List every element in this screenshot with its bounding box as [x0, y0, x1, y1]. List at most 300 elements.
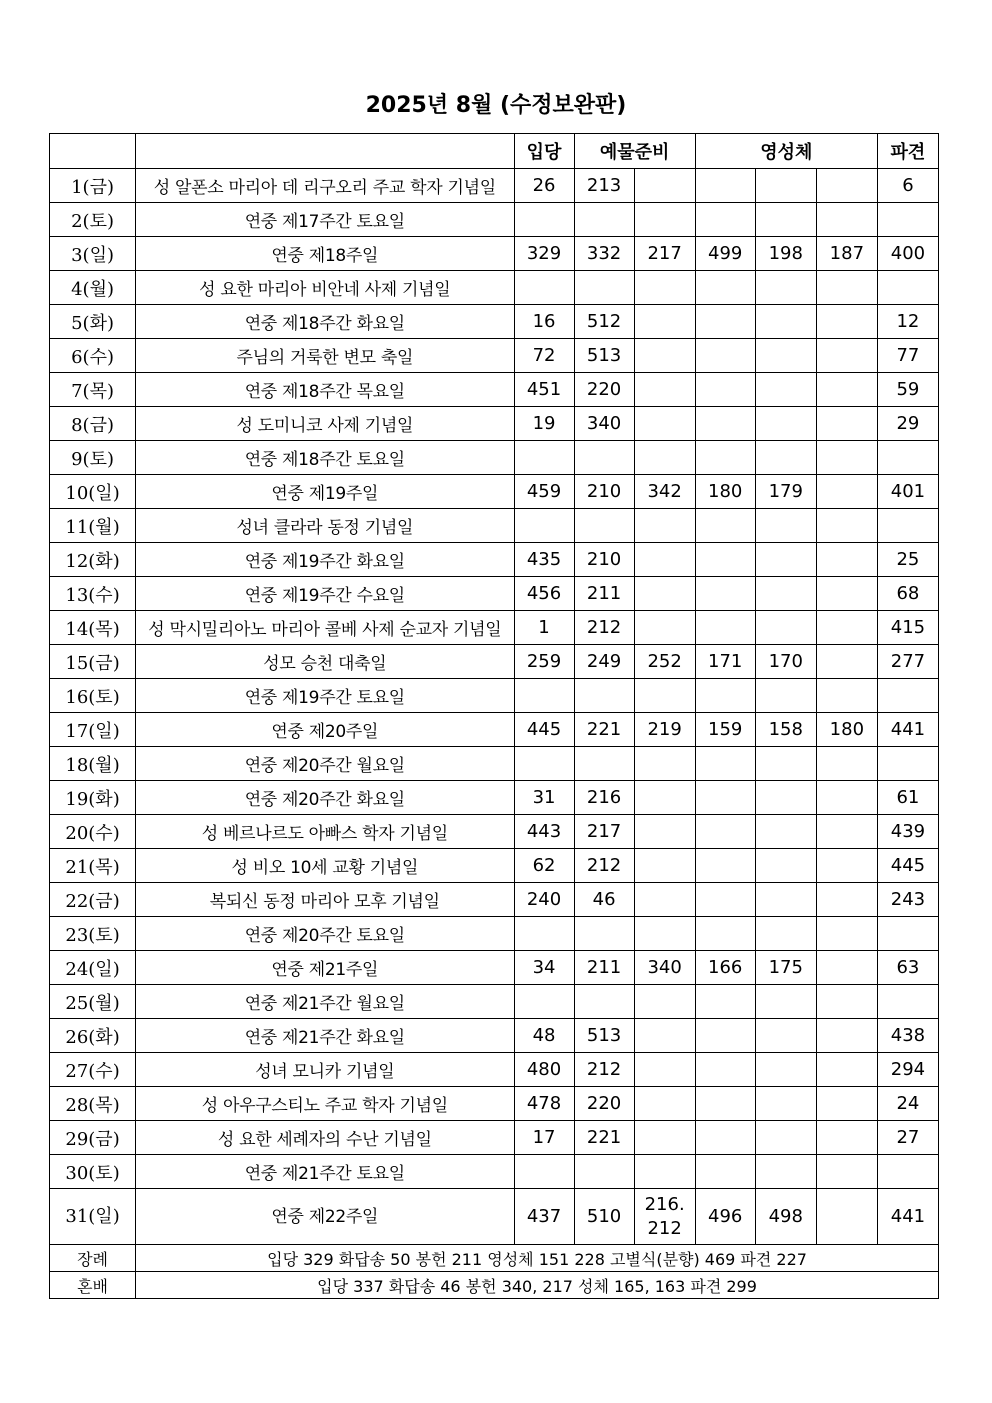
- dismissal-cell: 77: [877, 339, 938, 373]
- communion-cell-2: [755, 373, 816, 407]
- event-cell: 연중 제20주간 화요일: [136, 781, 514, 815]
- day-cell: 20(수): [50, 815, 136, 849]
- day-cell: 25(월): [50, 985, 136, 1019]
- entrance-cell: 62: [514, 849, 574, 883]
- offertory-cell-2: [634, 679, 695, 713]
- communion-cell-1: [695, 577, 755, 611]
- schedule-row: [50, 407, 939, 441]
- day-cell: 22(금): [50, 883, 136, 917]
- communion-cell-2: [755, 1019, 816, 1053]
- offertory-cell-2: [634, 1019, 695, 1053]
- communion-cell-1: 496: [695, 1189, 755, 1245]
- communion-cell-2: [755, 611, 816, 645]
- dismissal-cell: [877, 271, 938, 305]
- schedule-row: [50, 237, 939, 271]
- communion-cell-3: [816, 883, 877, 917]
- schedule-row: [50, 203, 939, 237]
- page-title: 2025년 8월 (수정보완판): [365, 93, 627, 118]
- dismissal-cell: [877, 509, 938, 543]
- header-row: [50, 134, 939, 169]
- communion-cell-1: [695, 781, 755, 815]
- day-cell: 26(화): [50, 1019, 136, 1053]
- communion-cell-3: [816, 271, 877, 305]
- dismissal-cell: 63: [877, 951, 938, 985]
- event-cell: 연중 제21주간 토요일: [136, 1155, 514, 1189]
- communion-cell-3: [816, 645, 877, 679]
- offertory-cell-2: [634, 781, 695, 815]
- header-dismissal: 파견: [877, 134, 938, 169]
- offertory-cell-1: 46: [574, 883, 634, 917]
- event-cell: 성 베르나르도 아빠스 학자 기념일: [136, 815, 514, 849]
- day-cell: 18(월): [50, 747, 136, 781]
- dismissal-cell: [877, 203, 938, 237]
- offertory-cell-2: [634, 1053, 695, 1087]
- entrance-cell: 445: [514, 713, 574, 747]
- schedule-row: [50, 883, 939, 917]
- communion-cell-2: [755, 883, 816, 917]
- offertory-cell-2: [634, 543, 695, 577]
- offertory-cell-2: [634, 1087, 695, 1121]
- event-cell: 연중 제18주간 목요일: [136, 373, 514, 407]
- dismissal-cell: 61: [877, 781, 938, 815]
- entrance-cell: [514, 917, 574, 951]
- offertory-cell-1: 211: [574, 951, 634, 985]
- entrance-cell: 16: [514, 305, 574, 339]
- day-cell: 14(목): [50, 611, 136, 645]
- entrance-cell: 17: [514, 1121, 574, 1155]
- event-cell: 복되신 동정 마리아 모후 기념일: [136, 883, 514, 917]
- offertory-cell-2: 217: [634, 237, 695, 271]
- communion-cell-3: [816, 917, 877, 951]
- communion-cell-3: [816, 339, 877, 373]
- communion-cell-1: [695, 373, 755, 407]
- offertory-cell-2: [634, 577, 695, 611]
- communion-cell-3: [816, 815, 877, 849]
- communion-cell-1: 180: [695, 475, 755, 509]
- entrance-cell: 437: [514, 1189, 574, 1245]
- offertory-cell-2: [634, 373, 695, 407]
- communion-cell-2: 170: [755, 645, 816, 679]
- communion-cell-2: [755, 407, 816, 441]
- event-cell: 성 요한 마리아 비안네 사제 기념일: [136, 271, 514, 305]
- communion-cell-3: [816, 849, 877, 883]
- schedule-row: [50, 1155, 939, 1189]
- schedule-row: [50, 543, 939, 577]
- event-cell: 성녀 모니카 기념일: [136, 1053, 514, 1087]
- entrance-cell: 435: [514, 543, 574, 577]
- offertory-cell-1: 220: [574, 373, 634, 407]
- event-cell: 성 알폰소 마리아 데 리구오리 주교 학자 기념일: [136, 169, 514, 203]
- offertory-cell-2: [634, 815, 695, 849]
- offertory-cell-1: 212: [574, 611, 634, 645]
- day-cell: 31(일): [50, 1189, 136, 1245]
- communion-cell-3: 180: [816, 713, 877, 747]
- communion-cell-3: [816, 203, 877, 237]
- communion-cell-2: [755, 679, 816, 713]
- day-cell: 4(월): [50, 271, 136, 305]
- communion-cell-3: [816, 1121, 877, 1155]
- communion-cell-2: [755, 203, 816, 237]
- communion-cell-2: [755, 441, 816, 475]
- dismissal-cell: 439: [877, 815, 938, 849]
- communion-cell-3: [816, 543, 877, 577]
- dismissal-cell: [877, 441, 938, 475]
- dismissal-cell: 294: [877, 1053, 938, 1087]
- dismissal-cell: 6: [877, 169, 938, 203]
- dismissal-cell: 68: [877, 577, 938, 611]
- offertory-cell-2: [634, 169, 695, 203]
- schedule-row: [50, 169, 939, 203]
- dismissal-cell: [877, 985, 938, 1019]
- dismissal-cell: 24: [877, 1087, 938, 1121]
- communion-cell-1: [695, 1053, 755, 1087]
- event-cell: 주님의 거룩한 변모 축일: [136, 339, 514, 373]
- communion-cell-1: [695, 747, 755, 781]
- dismissal-cell: [877, 1155, 938, 1189]
- dismissal-cell: 401: [877, 475, 938, 509]
- header-event: [136, 134, 514, 169]
- offertory-cell-1: 217: [574, 815, 634, 849]
- offertory-cell-1: [574, 985, 634, 1019]
- day-cell: 10(일): [50, 475, 136, 509]
- entrance-cell: 34: [514, 951, 574, 985]
- communion-cell-3: [816, 305, 877, 339]
- offertory-cell-1: [574, 271, 634, 305]
- communion-cell-1: [695, 441, 755, 475]
- communion-cell-1: 166: [695, 951, 755, 985]
- communion-cell-3: [816, 1189, 877, 1245]
- day-cell: 12(화): [50, 543, 136, 577]
- entrance-cell: 459: [514, 475, 574, 509]
- event-cell: 연중 제18주간 토요일: [136, 441, 514, 475]
- schedule-row: [50, 849, 939, 883]
- event-cell: 연중 제22주일: [136, 1189, 514, 1245]
- entrance-cell: 443: [514, 815, 574, 849]
- schedule-row: [50, 1121, 939, 1155]
- communion-cell-3: [816, 781, 877, 815]
- day-cell: 24(일): [50, 951, 136, 985]
- communion-cell-3: [816, 1053, 877, 1087]
- communion-cell-3: [816, 407, 877, 441]
- event-cell: 연중 제20주간 토요일: [136, 917, 514, 951]
- communion-cell-1: [695, 271, 755, 305]
- communion-cell-3: [816, 1087, 877, 1121]
- schedule-row: [50, 509, 939, 543]
- entrance-cell: [514, 203, 574, 237]
- communion-cell-1: [695, 543, 755, 577]
- offertory-cell-1: [574, 509, 634, 543]
- schedule-row: [50, 781, 939, 815]
- communion-cell-3: [816, 747, 877, 781]
- entrance-cell: 259: [514, 645, 574, 679]
- offertory-cell-2: [634, 985, 695, 1019]
- communion-cell-1: [695, 1087, 755, 1121]
- communion-cell-3: [816, 1019, 877, 1053]
- communion-cell-1: [695, 1155, 755, 1189]
- offertory-cell-2: [634, 1121, 695, 1155]
- dismissal-cell: 29: [877, 407, 938, 441]
- communion-cell-1: [695, 169, 755, 203]
- entrance-cell: [514, 509, 574, 543]
- entrance-cell: [514, 747, 574, 781]
- offertory-cell-2: 252: [634, 645, 695, 679]
- day-cell: 23(토): [50, 917, 136, 951]
- communion-cell-3: [816, 679, 877, 713]
- offertory-cell-1: 510: [574, 1189, 634, 1245]
- communion-cell-2: 498: [755, 1189, 816, 1245]
- day-cell: 3(일): [50, 237, 136, 271]
- dismissal-cell: 59: [877, 373, 938, 407]
- event-cell: 연중 제19주간 토요일: [136, 679, 514, 713]
- entrance-cell: [514, 441, 574, 475]
- offertory-cell-1: [574, 679, 634, 713]
- entrance-cell: 240: [514, 883, 574, 917]
- communion-cell-2: [755, 339, 816, 373]
- wedding-row: [50, 1272, 939, 1299]
- schedule-row: [50, 611, 939, 645]
- dismissal-cell: [877, 747, 938, 781]
- schedule-row: [50, 1087, 939, 1121]
- event-cell: 연중 제20주일: [136, 713, 514, 747]
- day-cell: 19(화): [50, 781, 136, 815]
- communion-cell-3: [816, 509, 877, 543]
- entrance-cell: 456: [514, 577, 574, 611]
- entrance-cell: 1: [514, 611, 574, 645]
- offertory-cell-2: [634, 509, 695, 543]
- communion-cell-2: [755, 1121, 816, 1155]
- day-cell: 11(월): [50, 509, 136, 543]
- entrance-cell: [514, 271, 574, 305]
- offertory-cell-1: 212: [574, 849, 634, 883]
- day-cell: 5(화): [50, 305, 136, 339]
- schedule-row: [50, 475, 939, 509]
- funeral-label: 장례: [50, 1245, 136, 1272]
- event-cell: 성 요한 세례자의 수난 기념일: [136, 1121, 514, 1155]
- dismissal-cell: 12: [877, 305, 938, 339]
- communion-cell-1: 159: [695, 713, 755, 747]
- day-cell: 1(금): [50, 169, 136, 203]
- communion-cell-2: [755, 509, 816, 543]
- event-cell: 성 도미니코 사제 기념일: [136, 407, 514, 441]
- offertory-cell-1: 332: [574, 237, 634, 271]
- schedule-row: [50, 985, 939, 1019]
- day-cell: 8(금): [50, 407, 136, 441]
- communion-cell-2: 198: [755, 237, 816, 271]
- communion-cell-3: [816, 985, 877, 1019]
- header-offertory: 예물준비: [574, 134, 695, 169]
- schedule-row: [50, 713, 939, 747]
- offertory-cell-2: [634, 305, 695, 339]
- schedule-row: [50, 1189, 939, 1245]
- funeral-row: [50, 1245, 939, 1272]
- day-cell: 15(금): [50, 645, 136, 679]
- dismissal-cell: 277: [877, 645, 938, 679]
- offertory-cell-2: [634, 271, 695, 305]
- communion-cell-1: 171: [695, 645, 755, 679]
- communion-cell-2: [755, 985, 816, 1019]
- day-cell: 9(토): [50, 441, 136, 475]
- entrance-cell: 31: [514, 781, 574, 815]
- offertory-cell-1: 221: [574, 1121, 634, 1155]
- offertory-cell-2: [634, 1155, 695, 1189]
- schedule-row: [50, 577, 939, 611]
- offertory-cell-1: 340: [574, 407, 634, 441]
- day-cell: 30(토): [50, 1155, 136, 1189]
- wedding-text: 입당 337 화답송 46 봉헌 340, 217 성체 165, 163 파견 299: [136, 1272, 939, 1299]
- day-cell: 17(일): [50, 713, 136, 747]
- event-cell: 연중 제21주간 화요일: [136, 1019, 514, 1053]
- event-cell: 성녀 클라라 동정 기념일: [136, 509, 514, 543]
- communion-cell-3: [816, 951, 877, 985]
- event-cell: 연중 제19주간 화요일: [136, 543, 514, 577]
- entrance-cell: 478: [514, 1087, 574, 1121]
- offertory-cell-1: 513: [574, 339, 634, 373]
- communion-cell-1: [695, 883, 755, 917]
- communion-cell-3: [816, 475, 877, 509]
- offertory-cell-1: 249: [574, 645, 634, 679]
- offertory-cell-1: 221: [574, 713, 634, 747]
- offertory-cell-2: [634, 441, 695, 475]
- event-cell: 연중 제19주간 수요일: [136, 577, 514, 611]
- communion-cell-3: 187: [816, 237, 877, 271]
- event-cell: 연중 제19주일: [136, 475, 514, 509]
- dismissal-cell: 400: [877, 237, 938, 271]
- schedule-row: [50, 917, 939, 951]
- entrance-cell: [514, 679, 574, 713]
- offertory-cell-2: [634, 883, 695, 917]
- offertory-cell-1: [574, 203, 634, 237]
- offertory-cell-1: [574, 747, 634, 781]
- offertory-cell-1: [574, 1155, 634, 1189]
- day-cell: 6(수): [50, 339, 136, 373]
- communion-cell-3: [816, 373, 877, 407]
- offertory-cell-1: 220: [574, 1087, 634, 1121]
- day-cell: 29(금): [50, 1121, 136, 1155]
- communion-cell-1: [695, 203, 755, 237]
- communion-cell-2: [755, 577, 816, 611]
- offertory-cell-1: [574, 441, 634, 475]
- offertory-cell-1: 216: [574, 781, 634, 815]
- offertory-cell-1: [574, 917, 634, 951]
- offertory-cell-2: 216. 212: [634, 1189, 695, 1245]
- day-cell: 13(수): [50, 577, 136, 611]
- schedule-row: [50, 441, 939, 475]
- header-communion: 영성체: [695, 134, 877, 169]
- offertory-cell-2: [634, 849, 695, 883]
- offertory-cell-2: 342: [634, 475, 695, 509]
- schedule-row: [50, 1019, 939, 1053]
- communion-cell-3: [816, 611, 877, 645]
- communion-cell-1: [695, 339, 755, 373]
- communion-cell-2: [755, 917, 816, 951]
- communion-cell-2: [755, 169, 816, 203]
- communion-cell-1: 499: [695, 237, 755, 271]
- dismissal-cell: [877, 679, 938, 713]
- day-cell: 21(목): [50, 849, 136, 883]
- entrance-cell: [514, 1155, 574, 1189]
- offertory-cell-2: [634, 747, 695, 781]
- schedule-row: [50, 951, 939, 985]
- communion-cell-2: [755, 849, 816, 883]
- communion-cell-2: [755, 543, 816, 577]
- communion-cell-3: [816, 441, 877, 475]
- communion-cell-2: 179: [755, 475, 816, 509]
- communion-cell-1: [695, 611, 755, 645]
- entrance-cell: [514, 985, 574, 1019]
- dismissal-cell: 243: [877, 883, 938, 917]
- offertory-cell-1: 513: [574, 1019, 634, 1053]
- dismissal-cell: 415: [877, 611, 938, 645]
- communion-cell-1: [695, 849, 755, 883]
- entrance-cell: 19: [514, 407, 574, 441]
- communion-cell-1: [695, 305, 755, 339]
- offertory-cell-2: [634, 407, 695, 441]
- offertory-cell-1: 212: [574, 1053, 634, 1087]
- dismissal-cell: 25: [877, 543, 938, 577]
- offertory-cell-2: [634, 611, 695, 645]
- communion-cell-1: [695, 917, 755, 951]
- communion-cell-1: [695, 509, 755, 543]
- schedule-row: [50, 645, 939, 679]
- header-day: [50, 134, 136, 169]
- communion-cell-3: [816, 577, 877, 611]
- dismissal-cell: 438: [877, 1019, 938, 1053]
- communion-cell-2: [755, 1155, 816, 1189]
- communion-cell-1: [695, 407, 755, 441]
- communion-cell-3: [816, 169, 877, 203]
- schedule-row: [50, 305, 939, 339]
- offertory-cell-2: [634, 917, 695, 951]
- entrance-cell: 48: [514, 1019, 574, 1053]
- event-cell: 연중 제21주일: [136, 951, 514, 985]
- event-cell: 연중 제21주간 월요일: [136, 985, 514, 1019]
- schedule-row: [50, 271, 939, 305]
- schedule-row: [50, 747, 939, 781]
- schedule-row: [50, 373, 939, 407]
- communion-cell-2: [755, 1087, 816, 1121]
- day-cell: 7(목): [50, 373, 136, 407]
- schedule-row: [50, 679, 939, 713]
- dismissal-cell: 27: [877, 1121, 938, 1155]
- offertory-cell-2: [634, 339, 695, 373]
- day-cell: 28(목): [50, 1087, 136, 1121]
- event-cell: 연중 제20주간 월요일: [136, 747, 514, 781]
- dismissal-cell: 445: [877, 849, 938, 883]
- funeral-text: 입당 329 화답송 50 봉헌 211 영성체 151 228 고별식(분향) 469 파견 227: [136, 1245, 939, 1272]
- entrance-cell: 26: [514, 169, 574, 203]
- entrance-cell: 451: [514, 373, 574, 407]
- offertory-cell-1: 210: [574, 475, 634, 509]
- offertory-cell-1: 512: [574, 305, 634, 339]
- offertory-cell-2: 219: [634, 713, 695, 747]
- communion-cell-1: [695, 815, 755, 849]
- event-cell: 연중 제18주간 화요일: [136, 305, 514, 339]
- event-cell: 연중 제17주간 토요일: [136, 203, 514, 237]
- communion-cell-2: 175: [755, 951, 816, 985]
- schedule-row: [50, 815, 939, 849]
- offertory-cell-2: 340: [634, 951, 695, 985]
- event-cell: 성 아우구스티노 주교 학자 기념일: [136, 1087, 514, 1121]
- event-cell: 성 막시밀리아노 마리아 콜베 사제 순교자 기념일: [136, 611, 514, 645]
- communion-cell-2: [755, 781, 816, 815]
- dismissal-cell: [877, 917, 938, 951]
- event-cell: 연중 제18주일: [136, 237, 514, 271]
- offertory-cell-1: 213: [574, 169, 634, 203]
- communion-cell-2: [755, 271, 816, 305]
- event-cell: 성 비오 10세 교황 기념일: [136, 849, 514, 883]
- communion-cell-2: [755, 747, 816, 781]
- communion-cell-3: [816, 1155, 877, 1189]
